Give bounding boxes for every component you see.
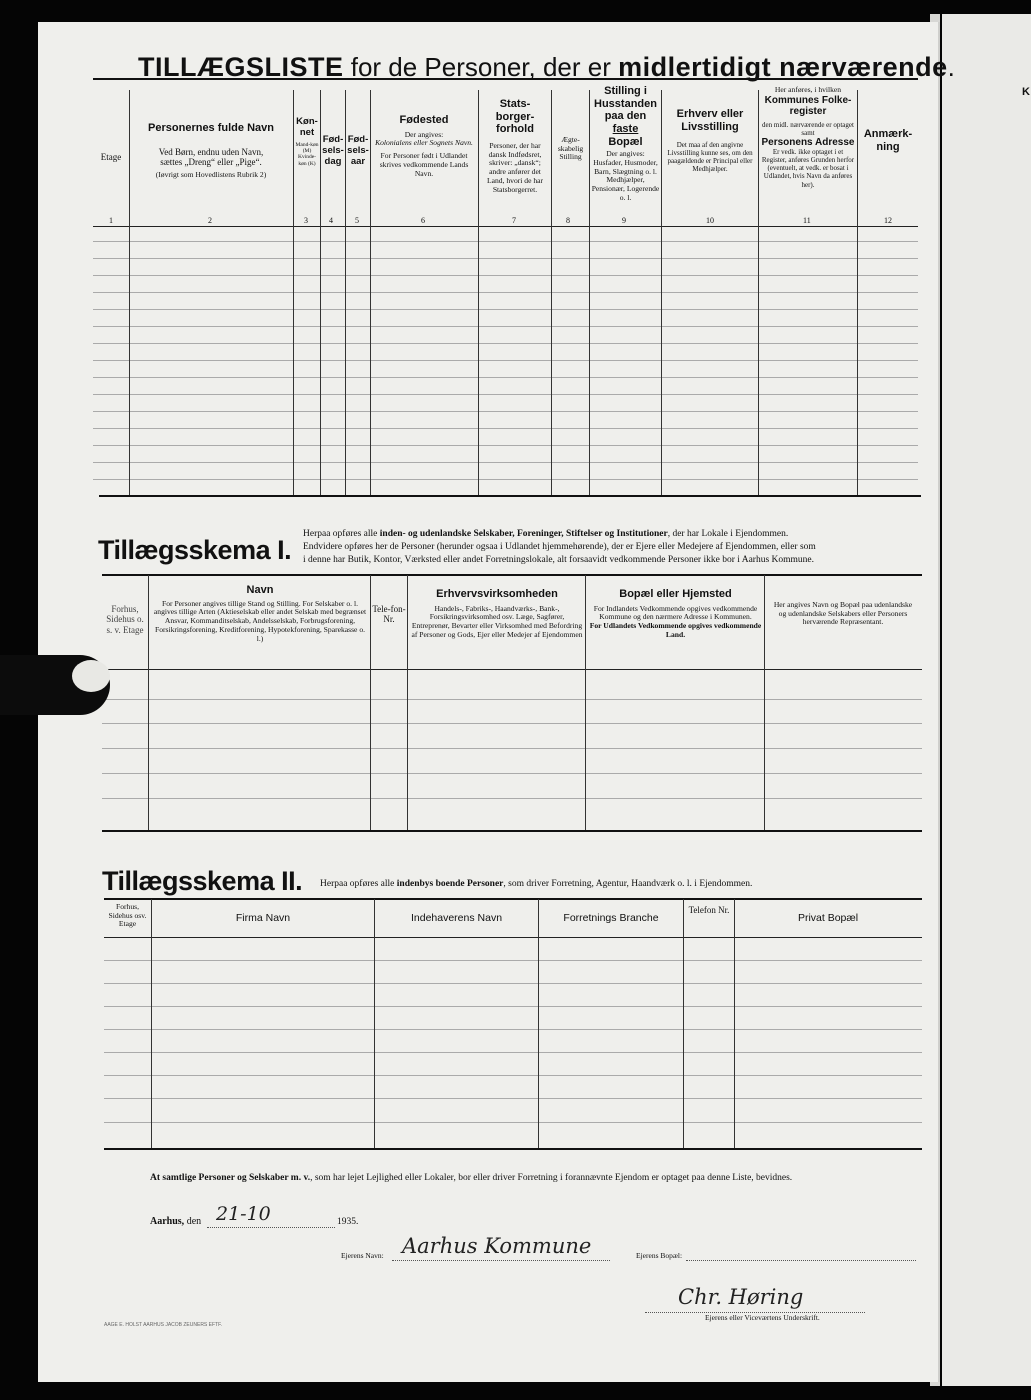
skema2-col-divider <box>151 899 152 1148</box>
column-number: 2 <box>208 216 212 225</box>
list-col-divider <box>478 90 479 495</box>
list-col-divider <box>129 90 130 495</box>
ruled-row-line <box>93 377 918 378</box>
col-household-title: Husstanden <box>594 97 657 110</box>
ruled-row-line <box>93 428 918 429</box>
owner-address-label: Ejerens Bopæl: <box>636 1251 683 1260</box>
skema2-col-firm: Firma Navn <box>235 912 291 924</box>
col-register-note: Er vedk. ikke optaget i et Register, anføres Grunden herfor (eventuelt, at vedk. er bosat i Udlandet, hvis Navn da anføres her). <box>761 148 855 189</box>
skema2-intro-bold: indenbys boende Personer <box>396 879 504 889</box>
handwritten-date: 21-10 <box>216 1203 271 1225</box>
skema1-col-residence-header <box>589 588 762 640</box>
ruled-row-line <box>93 462 918 463</box>
ruled-row-line <box>102 773 922 774</box>
owner-name-label: Ejerens Navn: <box>341 1251 384 1260</box>
ruled-row-line <box>104 1052 922 1053</box>
ruled-row-line <box>102 798 922 799</box>
skema2-col-branch: Forretnings Branche <box>563 912 659 924</box>
skema1-col-residence-title: Bopæl eller Hjemsted <box>619 588 732 600</box>
col-birthplace-note: Der angives: <box>404 129 444 139</box>
skema1-top-border <box>102 574 922 576</box>
skema1-col-name-header <box>152 584 368 643</box>
skema2-intro-text: , som driver Forretning, Agentur, Haandværk o. l. i Ejendommen. <box>503 879 753 889</box>
skema1-col-name-note: For Personer angives tillige Stand og Stilling. For Selskaber o. l. angives tillige Arten (Aktieselskab eller andet Selskab med begrænset Ansvar, Kommanditselskab, Andelsselskab, Forbrugsforening, Forsikringsforening, Kreditforening, Hypotekforening, Sparekasse o. l.) <box>153 598 367 643</box>
ruled-row-line <box>93 360 918 361</box>
skema1-intro-line: i denne har Butik, Kontor, Værksted eller andet Forretningslokale, alt forsaavidt vedkommende Personer ikke bor i Aarhus Kommune. <box>303 554 815 565</box>
list-col-divider <box>370 90 371 495</box>
attestation-bold: At samtlige Personer og Selskaber m. v. <box>150 1173 311 1183</box>
column-number: 6 <box>421 216 425 225</box>
col-birthplace-note: For Personer født i Udlandet skrives vedkommende Lands Navn. <box>379 151 469 178</box>
skema1-col-divider <box>585 575 586 830</box>
skema2-col-owner: Indehaverens Navn <box>410 912 503 924</box>
list-col-divider <box>589 90 590 495</box>
adjacent-page-fragment: K <box>1022 86 1030 98</box>
list-bottom-border <box>99 495 921 497</box>
ruled-row-line <box>104 1098 922 1099</box>
col-household-title: Bopæl <box>608 135 643 148</box>
col-occupation-header <box>663 108 757 173</box>
column-number: 5 <box>355 216 359 225</box>
ruled-row-line <box>93 292 918 293</box>
col-birthplace-header <box>372 114 476 178</box>
skema2-col-divider <box>374 899 375 1148</box>
skema1-intro-line: Endvidere opføres her de Personer (herunder ogsaa i Udlandet hjemmehørende), der er Ejere eller Medejere af Ejendommen, eller som <box>303 541 816 552</box>
col-birthyear-header <box>346 135 370 168</box>
col-household-note: Der angives: Husfader, Husmoder, Barn, Slægtning o. l. Medhjælper, Pensionær, Logerende o. l. <box>591 149 660 202</box>
ruled-row-line <box>104 1029 922 1030</box>
skema1-col-business-note: Handels-, Fabriks-, Haandværks-, Bank-, Forsikringsvirksomhed osv. Læge, Sagfører, Entreprenør, Bevarter eller Virksomhed med Befordring af Personer og Gods, Ejer eller Medejer af Ejendommen <box>411 603 583 639</box>
col-birthday-header <box>321 135 345 168</box>
column-number: 9 <box>622 216 626 225</box>
column-number: 7 <box>512 216 516 225</box>
skema1-col-name-title: Navn <box>246 584 274 596</box>
skema1-header-bottom <box>102 669 922 670</box>
list-col-divider <box>661 90 662 495</box>
col-birthyear-title: sels- <box>347 144 369 156</box>
ruled-row-line <box>104 960 922 961</box>
skema1-intro <box>303 528 923 566</box>
skema2-col-floor: Forhus, Sidehus osv. Etage <box>108 902 147 929</box>
skema2-title: Tillægsskema II. <box>102 866 303 896</box>
den-label: den <box>186 1216 202 1227</box>
skema2-intro <box>320 878 920 891</box>
col-sex-title: Køn- <box>296 116 318 127</box>
list-header-bottom <box>93 226 918 227</box>
col-marital-title: Stilling <box>559 152 582 162</box>
skema2-col-divider <box>683 899 684 1148</box>
col-occupation-note: Det maa af den angivne Livsstilling kunne ses, om den paagældende er Principal eller Medhjælper. <box>667 141 753 174</box>
col-birthyear-title: aar <box>350 155 366 167</box>
col-register-note: Her anføres, i hvilken <box>774 85 842 94</box>
skema2-intro-text: Herpaa opføres alle <box>320 879 397 889</box>
col-household-header <box>591 85 660 203</box>
ruled-row-line <box>104 1122 922 1123</box>
ruled-row-line <box>93 309 918 310</box>
list-col-divider <box>758 90 759 495</box>
skema2-col-divider <box>538 899 539 1148</box>
col-register-title: Personens Adresse <box>761 136 855 148</box>
ruled-row-line <box>93 479 918 480</box>
skema2-header-bottom <box>104 937 922 938</box>
col-name-note: sættes „Dreng“ eller „Pige“. <box>160 156 262 167</box>
skema1-col-divider <box>407 575 408 830</box>
col-marital-title: Ægte- <box>561 135 580 144</box>
skema1-col-divider <box>764 575 765 830</box>
column-number: 8 <box>566 216 570 225</box>
ruled-row-line <box>102 723 922 724</box>
ruled-row-line <box>93 411 918 412</box>
ruled-row-line <box>102 748 922 749</box>
col-birthday-title: sels- <box>322 144 344 156</box>
ruled-row-line <box>93 258 918 259</box>
ruled-row-line <box>93 394 918 395</box>
ruled-row-line <box>93 445 918 446</box>
date-line <box>207 1227 335 1228</box>
ruled-row-line <box>93 343 918 344</box>
col-household-title: faste <box>612 122 639 135</box>
handwritten-signature: Chr. Høring <box>678 1285 804 1309</box>
list-top-border <box>93 78 918 80</box>
title-prefix: TILLÆGSLISTE <box>138 52 344 82</box>
title-part1: for de Personer, der er <box>343 52 619 82</box>
skema2-col-divider <box>734 899 735 1148</box>
skema1-bottom-border <box>102 830 922 832</box>
skema1-title: Tillægsskema I. <box>98 535 292 565</box>
skema1-intro-bold: inden- og udenlandske Selskaber, Foreninger, Stiftelser og Institutioner <box>379 529 668 539</box>
ruled-row-line <box>102 699 922 700</box>
col-marital-header <box>552 136 589 162</box>
city-name: Aarhus, <box>150 1216 185 1227</box>
ruled-row-line <box>93 241 918 242</box>
adjacent-page <box>942 14 1031 1386</box>
skema2-col-phone: Telefon Nr. <box>688 905 730 915</box>
thumbnail <box>72 660 110 692</box>
col-sex-note: Mand-køn (M) Kvinde-køn (K) <box>295 141 319 167</box>
column-number: 11 <box>803 216 811 225</box>
owner-address-line <box>686 1260 916 1261</box>
col-remarks-title: Anmærk- <box>863 128 913 140</box>
skema1-col-representative: Her angives Navn og Bopæl paa udenlandske og udenlandske Selskabers eller Personers herværende Repræsentant. <box>773 600 913 627</box>
col-register-header <box>760 86 856 189</box>
ruled-row-line <box>104 1006 922 1007</box>
signature-label: Ejerens eller Viceværtens Underskrift. <box>705 1313 820 1322</box>
skema1-col-residence-note: For Indlandets Vedkommende opgives vedkommende Kommune og den nærmere Adresse i Kommunen. <box>593 603 758 622</box>
column-number: 10 <box>706 216 714 225</box>
col-citizenship-title: Stats- <box>499 98 531 110</box>
col-citizenship-note: Personer, der har dansk Indfødsret, skriver: „dansk“; andre anfører det Land, hvori de har Statsborgerret. <box>486 140 544 194</box>
col-name-note: (Iøvrigt som Hovedlistens Rubrik 2) <box>155 170 267 180</box>
col-sex-header <box>294 117 320 167</box>
col-name-note: Ved Børn, endnu uden Navn, <box>158 146 264 157</box>
column-number: 12 <box>884 216 892 225</box>
column-number: 1 <box>109 216 113 225</box>
col-name-header <box>131 122 291 180</box>
col-household-title: Stilling i <box>604 85 647 97</box>
skema2-bottom-border <box>104 1148 922 1150</box>
city-label <box>150 1215 201 1229</box>
title-bold: midlertidigt nærværende <box>618 52 948 82</box>
col-citizenship-header <box>480 98 550 194</box>
col-remarks-header <box>858 128 918 153</box>
col-birthday-title: dag <box>324 155 342 167</box>
skema1-col-business-title: Erhvervsvirksomheden <box>436 588 558 600</box>
skema1-intro-text: , der har Lokale i Ejendommen. <box>667 529 789 539</box>
skema1-intro-text: Herpaa opføres alle <box>303 529 380 539</box>
skema2-top-border <box>104 898 922 900</box>
skema1-col-floor: Forhus, Sidehus o. s. v. Etage <box>106 604 144 635</box>
col-remarks-title: ning <box>876 140 900 153</box>
col-register-title: Kommunes Folke- <box>764 94 852 106</box>
skema1-col-business-header <box>411 588 583 640</box>
col-marital-title: skabelig <box>557 143 584 153</box>
skema1-col-residence-note: For Udlandets Vedkommende opgives vedkommende Land. <box>589 621 762 639</box>
col-occupation-title: Livsstilling <box>681 120 739 133</box>
ruled-row-line <box>93 326 918 327</box>
printer-stamp: AAGE E. HOLST AARHUS JACOB ZEUNERS EFTF. <box>104 1322 222 1328</box>
skema1-col-divider <box>148 575 149 830</box>
col-register-note: den midl. nærværende er optaget samt <box>762 120 854 137</box>
attestation-text: , som har lejet Lejlighed eller Lokaler, bor eller driver Forretning i forannævnte Ejendom er optaget paa denne Liste, bevidnes. <box>310 1173 793 1183</box>
col-citizenship-title: forhold <box>496 123 534 136</box>
col-citizenship-title: borger- <box>495 110 535 123</box>
col-sex-title: net <box>299 126 315 138</box>
column-number: 4 <box>329 216 333 225</box>
handwritten-owner-name: Aarhus Kommune <box>402 1234 592 1258</box>
col-birthplace-note: Kolonialens eller Sognets Navn. <box>375 138 473 148</box>
col-birthplace-title: Fødested <box>399 114 449 126</box>
col-register-title: register <box>789 106 827 118</box>
attestation-statement <box>150 1172 925 1185</box>
skema1-col-phone: Tele-fon-Nr. <box>372 604 406 625</box>
owner-name-line <box>392 1260 610 1261</box>
col-household-title: paa den <box>604 110 647 123</box>
ruled-row-line <box>93 275 918 276</box>
year-label: 1935. <box>337 1217 359 1227</box>
ruled-row-line <box>104 1075 922 1076</box>
col-etage: Etage <box>100 152 122 162</box>
skema1-intro-line <box>303 528 923 541</box>
ruled-row-line <box>104 983 922 984</box>
col-birthyear-title: Fød- <box>347 134 369 145</box>
col-occupation-title: Erhverv eller <box>676 108 744 120</box>
skema2-col-private-address: Privat Bopæl <box>797 912 859 924</box>
col-name-title: Personernes fulde Navn <box>148 122 274 134</box>
title-suffix: . <box>947 52 955 82</box>
column-number: 3 <box>304 216 308 225</box>
col-birthday-title: Fød- <box>322 134 344 145</box>
